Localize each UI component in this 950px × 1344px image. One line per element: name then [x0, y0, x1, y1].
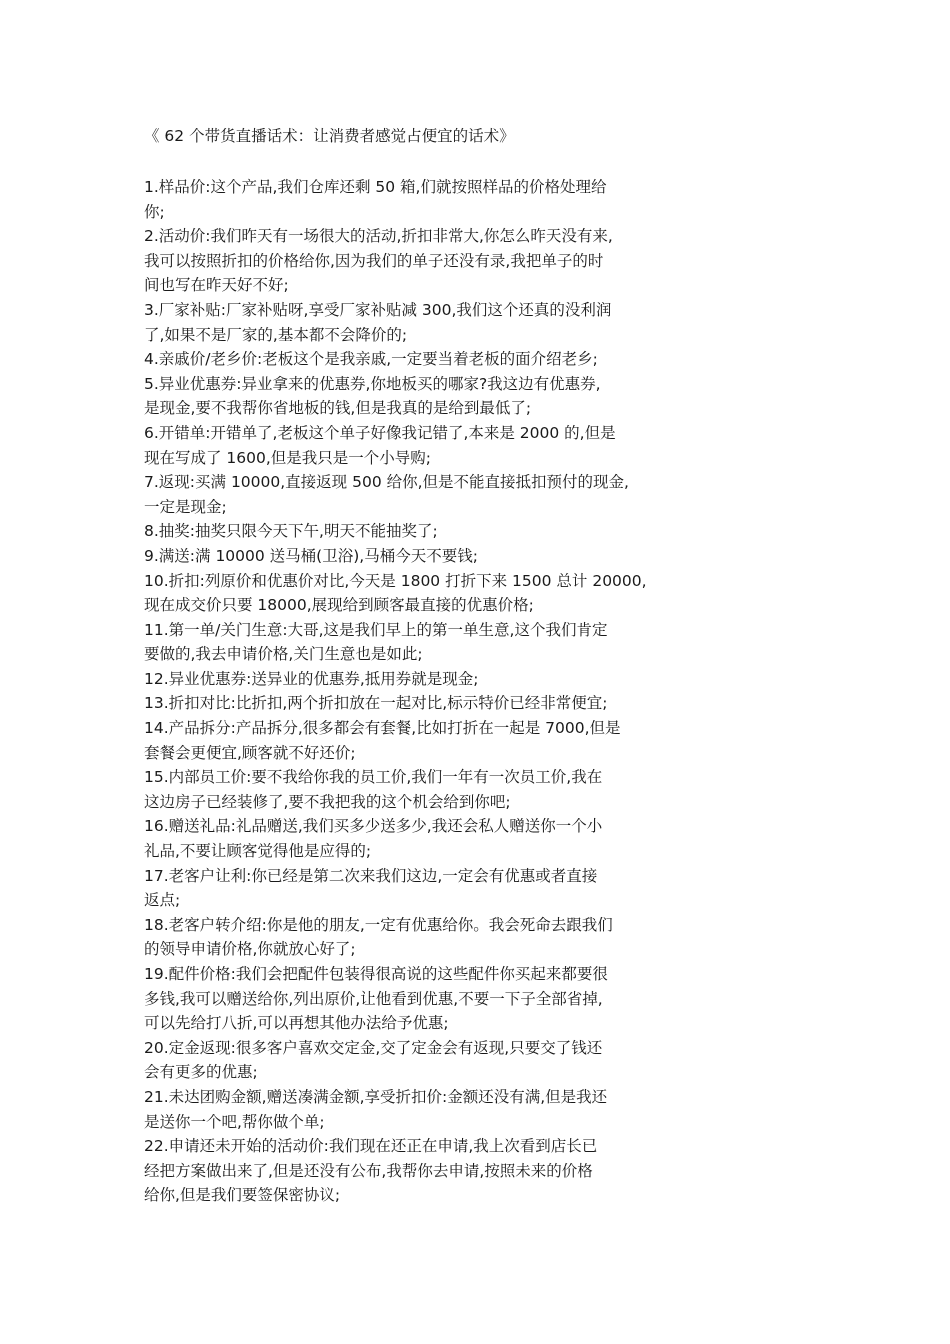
- text-line: 1.样品价:这个产品,我们仓库还剩 50 箱,们就按照样品的价格处理给: [144, 178, 607, 196]
- text-line: 14.产品拆分:产品拆分,很多都会有套餐,比如打折在一起是 7000,但是: [144, 719, 621, 738]
- text-line: 10.折扣:列原价和优惠价对比,今天是 1800 打折下来 1500 总计 20000,: [144, 571, 647, 590]
- text-line: 返点;: [144, 891, 181, 910]
- document-title: 《 62 个带货直播话术：让消费者感觉占便宜的话术》: [144, 127, 515, 145]
- text-line: 现在写成了 1600,但是我只是一个小导购;: [144, 448, 432, 467]
- text-line: 12.异业优惠券:送异业的优惠券,抵用券就是现金;: [144, 669, 479, 688]
- text-line: 礼品,不要让顾客觉得他是应得的;: [144, 842, 372, 861]
- text-line: 给你,但是我们要签保密协议;: [144, 1186, 341, 1205]
- text-line: 15.内部员工价:要不我给你我的员工价,我们一年有一次员工价,我在: [144, 768, 603, 787]
- text-line: 3.厂家补贴:厂家补贴呀,享受厂家补贴减 300,我们这个还真的没利润: [144, 300, 612, 319]
- text-line: 9.满送:满 10000 送马桶(卫浴),马桶今天不要钱;: [144, 546, 478, 565]
- text-line: 6.开错单:开错单了,老板这个单子好像我记错了,本来是 2000 的,但是: [144, 423, 616, 442]
- text-line: 是现金,要不我帮你省地板的钱,但是我真的是给到最低了;: [144, 399, 532, 418]
- text-line: 是送你一个吧,帮你做个单;: [144, 1112, 325, 1131]
- text-line: 了,如果不是厂家的,基本都不会降价的;: [144, 325, 408, 344]
- text-line: 可以先给打八折,可以再想其他办法给予优惠;: [144, 1014, 449, 1033]
- text-line: 经把方案做出来了,但是还没有公布,我帮你去申请,按照未来的价格: [144, 1161, 593, 1180]
- text-line: 多钱,我可以赠送给你,列出原价,让他看到优惠,不要一下子全部省掉,: [144, 989, 603, 1008]
- text-line: 我可以按照折扣的价格给你,因为我们的单子还没有录,我把单子的时: [144, 251, 604, 270]
- text-line: 套餐会更便宜,顾客就不好还价;: [144, 743, 356, 762]
- text-line: 会有更多的优惠;: [144, 1063, 258, 1082]
- text-line: 22.申请还未开始的活动价:我们现在还正在申请,我上次看到店长已: [144, 1137, 598, 1156]
- text-line: 19.配件价格:我们会把配件包装得很高说的这些配件你买起来都要很: [144, 965, 608, 983]
- text-line: 你;: [144, 202, 165, 221]
- text-line: 要做的,我去申请价格,关门生意也是如此;: [144, 645, 423, 664]
- text-line: 的领导申请价格,你就放心好了;: [144, 940, 356, 959]
- text-line: 4.亲戚价/老乡价:老板这个是我亲戚,一定要当着老板的面介绍老乡;: [144, 350, 598, 369]
- document-body: [144, 175, 704, 1208]
- text-line: 5.异业优惠券:异业拿来的优惠券,你地板买的哪家?我这边有优惠券,: [144, 374, 601, 393]
- text-line: 2.活动价:我们昨天有一场很大的活动,折扣非常大,你怎么昨天没有来,: [144, 227, 613, 246]
- text-line: 13.折扣对比:比折扣,两个折扣放在一起对比,标示特价已经非常便宜;: [144, 694, 608, 713]
- text-line: 11.第一单/关门生意:大哥,这是我们早上的第一单生意,这个我们肯定: [144, 620, 608, 639]
- text-line: 17.老客户让利:你已经是第二次来我们这边,一定会有优惠或者直接: [144, 866, 598, 885]
- text-line: 7.返现:买满 10000,直接返现 500 给你,但是不能直接抵扣预付的现金,: [144, 473, 629, 492]
- text-line: 16.赠送礼品:礼品赠送,我们买多少送多少,我还会私人赠送你一个小: [144, 817, 603, 836]
- text-line: 一定是现金;: [144, 497, 227, 516]
- text-line: 现在成交价只要 18000,展现给到顾客最直接的优惠价格;: [144, 596, 534, 615]
- text-line: 21.未达团购金额,赠送凑满金额,享受折扣价:金额还没有满,但是我还: [144, 1087, 608, 1106]
- text-line: 18.老客户转介绍:你是他的朋友,一定有优惠给你。我会死命去跟我们: [144, 915, 613, 934]
- text-line: 间也写在昨天好不好;: [144, 276, 289, 295]
- text-line: 20.定金返现:很多客户喜欢交定金,交了定金会有返现,只要交了钱还: [144, 1038, 603, 1057]
- text-line: 8.抽奖:抽奖只限今天下午,明天不能抽奖了;: [144, 522, 438, 541]
- text-line: 这边房子已经装修了,要不我把我的这个机会给到你吧;: [144, 792, 511, 811]
